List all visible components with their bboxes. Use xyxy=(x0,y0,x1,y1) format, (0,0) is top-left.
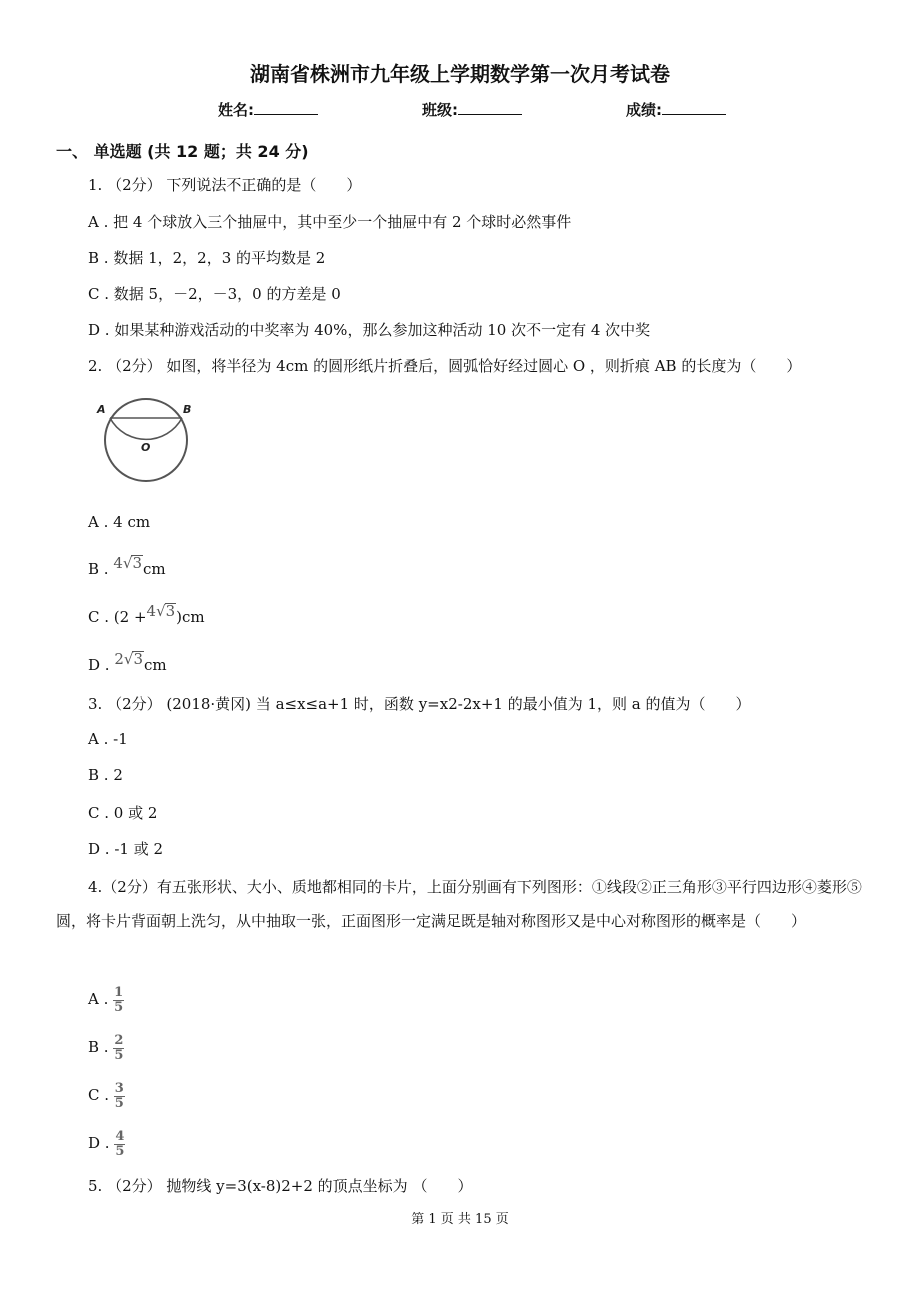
name-label: 姓名: xyxy=(218,101,254,119)
option-b-radical: 4√3 xyxy=(113,554,142,572)
option-c-label: C . xyxy=(88,1086,114,1105)
radicand: 3 xyxy=(132,554,142,572)
question-2-stem: 2. （2分） 如图，将半径为 4cm 的圆形纸片折叠后，圆弧恰好经过圆心 O ，则折痕 AB 的长度为（ ） xyxy=(88,357,802,375)
question-3-option-d: D . -1 或 2 xyxy=(88,840,164,858)
point-a-label: A xyxy=(97,403,106,416)
page-title: 湖南省株洲市九年级上学期数学第一次月考试卷 xyxy=(250,62,670,86)
option-d-label: D . xyxy=(88,656,115,674)
question-1-stem: 1. （2分） 下列说法不正确的是（ ） xyxy=(88,176,362,194)
question-4-option-a xyxy=(88,986,124,1014)
unit: )cm xyxy=(176,608,205,626)
page-footer: 第 1 页 共 15 页 xyxy=(411,1212,509,1227)
option-c-radical: 4√3 xyxy=(146,602,176,620)
denominator: 5 xyxy=(114,1047,124,1063)
question-4-option-b xyxy=(88,1034,124,1062)
fraction-b xyxy=(113,1034,124,1062)
section-heading-single-choice: 一、 单选题 (共 12 题；共 24 分) xyxy=(56,142,309,161)
folded-circle-figure xyxy=(94,396,202,490)
name-blank xyxy=(254,100,318,115)
option-b-label: B . xyxy=(88,1038,114,1057)
denominator: 5 xyxy=(115,1143,125,1159)
folded-arc xyxy=(110,418,182,439)
numerator: 2 xyxy=(114,1033,124,1048)
question-2-option-c xyxy=(88,602,205,626)
denominator: 5 xyxy=(114,1095,124,1111)
class-field xyxy=(422,99,522,120)
question-3-option-b: B . 2 xyxy=(88,766,123,784)
class-label: 班级: xyxy=(422,101,458,119)
question-4-option-c xyxy=(88,1082,125,1110)
numerator: 1 xyxy=(114,985,124,1000)
option-d-label: D . xyxy=(88,1134,115,1153)
denominator: 5 xyxy=(114,999,124,1015)
fraction-a xyxy=(113,986,124,1014)
question-2-option-d xyxy=(88,650,167,674)
question-1-option-c: C . 数据 5，－2，－3，0 的方差是 0 xyxy=(88,285,341,303)
radicand: 3 xyxy=(133,650,143,668)
score-label: 成绩: xyxy=(626,101,662,119)
radical-coefficient: 2 xyxy=(114,650,124,668)
fraction-d xyxy=(114,1130,125,1158)
point-o-label: O xyxy=(141,441,151,454)
radical-coefficient: 4 xyxy=(146,602,157,620)
radical-coefficient: 4 xyxy=(113,554,123,572)
unit: cm xyxy=(144,656,167,674)
question-3-stem: 3. （2分） (2018·黄冈) 当 a≤x≤a+1 时，函数 y=x2-2x+1 的最小值为 1，则 a 的值为（ ） xyxy=(88,695,751,713)
option-a-label: A . xyxy=(88,990,114,1009)
question-1-option-b: B . 数据 1，2，2，3 的平均数是 2 xyxy=(88,249,326,267)
name-field xyxy=(218,99,318,120)
question-1-option-d: D . 如果某种游戏活动的中奖率为 40%，那么参加这种活动 10 次不一定有 4 次中奖 xyxy=(88,321,651,339)
radicand: 3 xyxy=(165,602,176,620)
option-d-radical: 2√3 xyxy=(114,650,143,668)
point-b-label: B xyxy=(183,403,192,416)
option-c-label: C . (2 + xyxy=(88,608,147,626)
numerator: 4 xyxy=(115,1129,125,1144)
question-4-stem: 4.（2分）有五张形状、大小、质地都相同的卡片，上面分别画有下列图形：①线段②正三角形③平行四边形④菱形⑤圆，将卡片背面朝上洗匀，从中抽取一张，正面图形一定满足既是轴对称图形又是中心对称图形的概率是（ ） xyxy=(56,878,862,930)
question-2-option-a: A . 4 cm xyxy=(88,513,151,531)
unit: cm xyxy=(142,560,166,578)
fraction-c xyxy=(114,1082,125,1110)
score-field xyxy=(626,99,726,120)
class-blank xyxy=(458,100,522,115)
score-blank xyxy=(662,100,726,115)
numerator: 3 xyxy=(114,1081,124,1096)
question-4-option-d xyxy=(88,1130,125,1158)
option-b-label: B . xyxy=(88,560,114,578)
question-3-option-a: A . -1 xyxy=(88,730,128,748)
question-2-option-b xyxy=(88,554,166,578)
question-3-option-c: C . 0 或 2 xyxy=(88,804,158,822)
question-1-option-a: A . 把 4 个球放入三个抽屉中，其中至少一个抽屉中有 2 个球时必然事件 xyxy=(88,213,572,231)
question-5-stem: 5. （2分） 抛物线 y=3(x-8)2+2 的顶点坐标为 （ ） xyxy=(88,1177,473,1195)
